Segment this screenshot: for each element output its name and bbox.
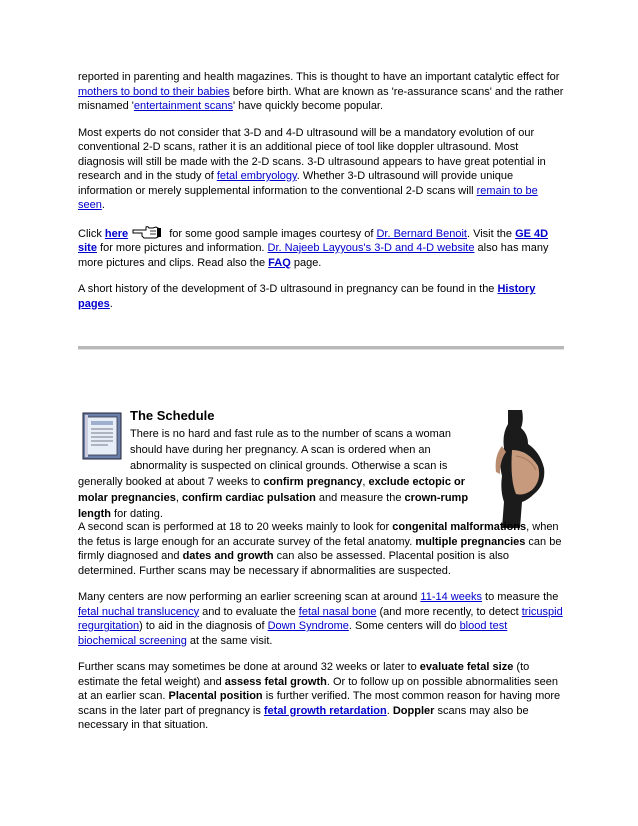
- text: page.: [290, 256, 322, 269]
- text: . Or to follow up on possible abnormalities seen at an earlier scan.: [78, 675, 558, 702]
- schedule-line-1: There is no hard and fast rule as to the number of scans a woman: [130, 428, 452, 440]
- text: (to estimate the fetal weight) and: [78, 661, 530, 688]
- link-11-14-weeks[interactable]: 11-14 weeks: [420, 591, 482, 603]
- text: to measure the: [481, 591, 559, 603]
- bold-exclude-ectopic: exclude ectopic or molar pregnancies: [78, 476, 466, 504]
- pregnant-woman-photo: [488, 410, 550, 528]
- schedule-title: The Schedule: [130, 408, 215, 423]
- link-bernard-benoit[interactable]: Dr. Bernard Benoit: [376, 227, 467, 240]
- paragraph-further-scans: [78, 660, 564, 733]
- bold-evaluate-fetal-size: evaluate fetal size: [419, 661, 514, 673]
- link-fetal-nasal-bone[interactable]: fetal nasal bone: [298, 605, 377, 618]
- text: ) to aid in the diagnosis of: [139, 620, 268, 632]
- link-najeeb-layyous[interactable]: Dr. Najeeb Layyous's 3-D and 4-D website: [267, 242, 475, 254]
- text: can be firmly diagnosed and: [78, 535, 562, 562]
- text: Many centers are now performing an earlier screening scan at around: [78, 591, 421, 603]
- bold-confirm-pregnancy: confirm pregnancy: [263, 476, 363, 488]
- schedule-line-3: abnormality is suspected on clinical grounds. Otherwise a scan is: [130, 460, 448, 472]
- schedule-intro: [130, 408, 486, 474]
- text: for dating.: [111, 508, 163, 520]
- link-down-syndrome[interactable]: Down Syndrome: [267, 620, 349, 632]
- link-faq[interactable]: FAQ: [268, 256, 291, 269]
- document-stack-icon: [82, 412, 122, 460]
- text: , when the fetus is large enough for an accurate survey of the fetal anatomy.: [78, 521, 559, 548]
- text: . Whether 3-D ultrasound will provide unique information or merely supplemental information to the conventional 2-D scans will: [78, 170, 514, 197]
- pointing-hand-icon: [132, 225, 162, 239]
- text: A short history of the development of 3-D ultrasound in pregnancy can be found in the: [78, 283, 498, 295]
- link-remain-to-be-seen[interactable]: remain to be seen: [78, 184, 538, 211]
- link-history-pages[interactable]: History pages: [78, 283, 536, 310]
- text: .: [109, 297, 113, 310]
- paragraph-reassurance-scans: [78, 70, 564, 114]
- text: reported in parenting and health magazines. This is thought to have an important catalytic effect for: [78, 71, 560, 83]
- text: can also be assessed. Placental position is also determined. Further scans may be necessary if abnormalities are suspected.: [78, 550, 510, 577]
- text: before birth. What are known as 're-assurance scans' and the rather misnamed ': [78, 85, 564, 112]
- text: and to evaluate the: [199, 605, 299, 618]
- text: Click: [78, 227, 105, 240]
- link-entertainment-scans[interactable]: entertainment scans: [133, 100, 233, 112]
- bold-congenital-malformations: congenital malformations: [392, 521, 527, 533]
- paragraph-early-screening: [78, 590, 564, 648]
- schedule-booking-text: [78, 474, 488, 522]
- text: and measure the: [315, 492, 405, 504]
- text: (and more recently, to detect: [376, 605, 522, 618]
- text: generally booked at about 7 weeks to: [78, 476, 264, 488]
- link-nuchal-translucency[interactable]: fetal nuchal translucency: [78, 605, 200, 618]
- text: ' have quickly become popular.: [232, 100, 384, 112]
- text: ,: [175, 492, 182, 504]
- link-here[interactable]: here: [104, 227, 129, 240]
- text: Most experts do not consider that 3-D and 4-D ultrasound will be a mandatory evolution of our conventional 2-D scans, rather it is an additional piece of tool like doppler ultrasound. Most diagnosis will still be made with the 2-D scans. 3-D ultrasound appears to have great potential in research and in the study of: [78, 126, 546, 182]
- text: ,: [362, 476, 369, 488]
- text: for some good sample images courtesy of: [166, 227, 377, 240]
- text: for more pictures and information.: [96, 242, 268, 254]
- bold-dates-growth: dates and growth: [182, 550, 274, 562]
- paragraph-history: [78, 282, 564, 311]
- link-mothers-bond[interactable]: mothers to bond to their babies: [78, 85, 230, 98]
- text: at the same visit.: [186, 634, 273, 647]
- text: . Some centers will do: [348, 620, 460, 632]
- link-tricuspid-regurgitation[interactable]: tricuspid regurgitation: [78, 605, 563, 632]
- paragraph-second-scan: [78, 520, 564, 578]
- bold-placental-position: Placental position: [168, 690, 263, 702]
- lower-content: [78, 520, 564, 745]
- upper-content: [78, 70, 564, 323]
- text: A second scan is performed at 18 to 20 weeks mainly to look for: [78, 521, 393, 533]
- schedule-line-2: should have during her pregnancy. A scan is ordered when an: [130, 444, 431, 456]
- link-fetal-embryology[interactable]: fetal embryology: [216, 170, 297, 182]
- bold-doppler: Doppler: [392, 704, 435, 717]
- bold-crown-rump: crown-rump length: [78, 492, 469, 520]
- bold-assess-fetal-growth: assess fetal growth: [224, 675, 327, 688]
- horizontal-divider: [78, 346, 564, 350]
- link-fetal-growth-retardation[interactable]: fetal growth retardation: [263, 704, 387, 717]
- text: also has many more pictures and clips. Read also the: [78, 242, 549, 269]
- paragraph-3d-4d-opinion: [78, 126, 564, 213]
- text: Further scans may sometimes be done at around 32 weeks or later to: [78, 661, 420, 673]
- text: is further verified. The most common reason for having more scans in the later part of pregnancy is: [78, 690, 561, 717]
- link-biochemical-screening[interactable]: blood test biochemical screening: [78, 620, 508, 647]
- text: . Visit the: [466, 227, 516, 240]
- text: scans may also be necessary in that situation.: [78, 704, 529, 731]
- text: .: [101, 199, 105, 211]
- bold-multiple-pregnancies: multiple pregnancies: [415, 535, 526, 548]
- text: .: [386, 704, 393, 717]
- bold-cardiac-pulsation: confirm cardiac pulsation: [181, 492, 316, 504]
- link-ge-4d-site[interactable]: GE 4D site: [78, 227, 549, 254]
- paragraph-sample-images: [78, 225, 564, 271]
